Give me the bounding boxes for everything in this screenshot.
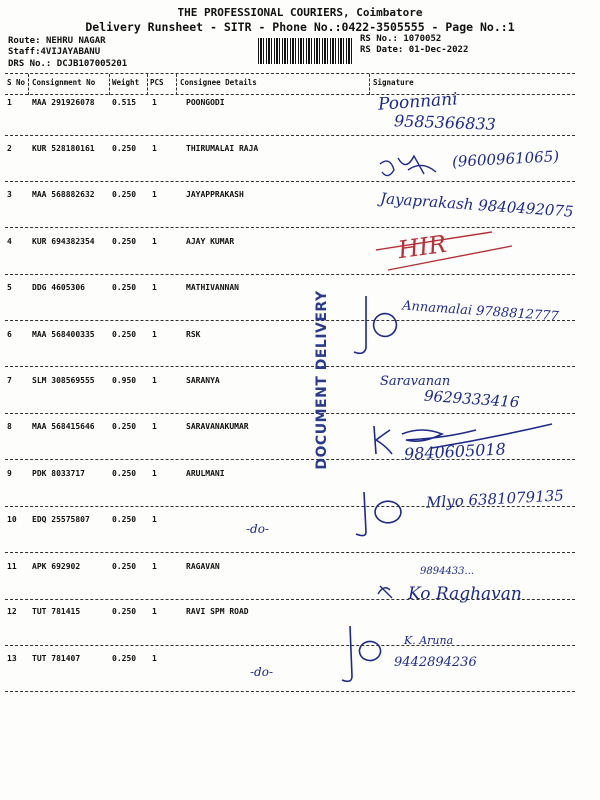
row-consignee: RAVI SPM ROAD [186, 607, 249, 616]
row-consignee: POONGODI [186, 98, 225, 107]
row-sno: 2 [7, 144, 12, 153]
row-weight: 0.250 [112, 190, 137, 199]
row-rule [5, 135, 575, 136]
row-sno: 8 [7, 422, 12, 431]
row-pcs: 1 [152, 422, 157, 431]
row-weight: 0.250 [112, 144, 137, 153]
row-weight: 0.950 [112, 376, 137, 385]
col-divider [147, 74, 148, 95]
row-sno: 11 [7, 562, 17, 571]
row-sno: 1 [7, 98, 12, 107]
row-consignment: MAA 568415646 [32, 422, 95, 431]
rs-no-value: 1070052 [403, 34, 442, 44]
runsheet-subtitle: Delivery Runsheet - SITR - Phone No.:0422-3505555 - Page No.:1 [85, 20, 515, 34]
row-pcs: 1 [152, 98, 157, 107]
row-pcs: 1 [152, 237, 157, 246]
row-weight: 0.250 [112, 283, 137, 292]
row-consignment: KUR 528180161 [32, 144, 95, 153]
row-sno: 4 [7, 237, 12, 246]
row-consignee: RSK [186, 330, 201, 339]
sig-row7-phone: 9629333416 [423, 386, 520, 412]
row-consignment: KUR 694382354 [32, 237, 95, 246]
drs-line: DRS No.: DCJB107005201 [8, 59, 128, 69]
route-line: Route: NEHRU NAGAR [8, 36, 106, 46]
sig-row2-scribble [376, 152, 456, 182]
col-consignee: Consignee Details [180, 78, 257, 87]
row-consignee: RAGAVAN [186, 562, 220, 571]
row-consignment: APK 692902 [32, 562, 81, 571]
company-title: THE PROFESSIONAL COURIERS, Coimbatore [177, 6, 423, 19]
rs-date-value: 01-Dec-2022 [408, 45, 469, 55]
row-consignee: SARANYA [186, 376, 220, 385]
sig-row11-phone: 9894433... [420, 566, 475, 577]
route-value: NEHRU NAGAR [45, 36, 106, 46]
sig-row8-phone: 9840605018 [403, 439, 507, 464]
row-consignment: TUT 781415 [32, 607, 81, 616]
row-rule [5, 320, 575, 321]
row-weight: 0.250 [112, 654, 137, 663]
sig-row4: HIR [396, 229, 449, 265]
row-consignment: TUT 781407 [32, 654, 81, 663]
row-weight: 0.250 [112, 607, 137, 616]
row-pcs: 1 [152, 330, 157, 339]
col-signature: Signature [373, 78, 414, 87]
row-consignee: THIRUMALAI RAJA [186, 144, 259, 153]
row-rule [5, 274, 575, 275]
row-rule [5, 645, 575, 646]
row-sno: 10 [7, 515, 17, 524]
row-sno: 6 [7, 330, 12, 339]
staff-value: 4VIJAYABANU [40, 47, 101, 57]
row-pcs: 1 [152, 515, 157, 524]
row-rule [5, 552, 575, 553]
row-consignee: AJAY KUMAR [186, 237, 235, 246]
sig-row7-name: Saravanan [380, 374, 451, 389]
row-sno: 9 [7, 469, 12, 478]
barcode [258, 38, 354, 64]
row-sno: 3 [7, 190, 12, 199]
col-weight: Weight [112, 78, 140, 87]
drs-value: DCJB107005201 [56, 59, 128, 69]
row-consignee: MATHIVANNAN [186, 283, 239, 292]
col-divider [109, 74, 110, 95]
sig-row4-strokes [372, 226, 522, 272]
row-consignment: SLM 308569555 [32, 376, 95, 385]
row-rule [5, 691, 575, 692]
rs-date-line: RS Date: 01-Dec-2022 [360, 45, 469, 55]
row-consignment: EDQ 25575807 [32, 515, 90, 524]
row-weight: 0.515 [112, 98, 137, 107]
sig-row11-name: Ko Raghavan [408, 584, 522, 604]
header-bottom-rule [5, 94, 575, 95]
row-rule [5, 366, 575, 367]
sig-row9: Mlyo 6381079135 [425, 486, 565, 512]
sig-row9-scribble [350, 486, 420, 540]
row-rule [5, 413, 575, 414]
sig-row3: Jayaprakash 9840492075 [379, 189, 575, 221]
row-pcs: 1 [152, 283, 157, 292]
sig-row13-phone: 9442894236 [394, 655, 477, 670]
row-rule [5, 181, 575, 182]
staff-line: Staff:4VIJAYABANU [8, 47, 101, 57]
rs-no-line: RS No.: 1070052 [360, 34, 442, 44]
row-consignment: PDK 8033717 [32, 469, 85, 478]
col-sno: S No [7, 78, 26, 87]
col-divider [369, 74, 370, 95]
row-consignee: SARAVANAKUMAR [186, 422, 249, 431]
row-weight: 0.250 [112, 237, 137, 246]
row-weight: 0.250 [112, 515, 137, 524]
sig-row2-phone: (9600961065) [451, 147, 560, 171]
row-consignment: DDG 4605306 [32, 283, 85, 292]
row-sno: 5 [7, 283, 12, 292]
header-top-rule [5, 73, 575, 74]
row-consignment: MAA 291926078 [32, 98, 95, 107]
row-sno: 7 [7, 376, 12, 385]
sig-row11-mark [374, 578, 404, 602]
sig-row1-name: Poonnani [377, 89, 459, 115]
row-pcs: 1 [152, 469, 157, 478]
row10-ditto: -do- [246, 522, 270, 536]
col-divider [28, 74, 29, 95]
row13-ditto: -do- [250, 665, 274, 679]
row-consignee: ARULMANI [186, 469, 225, 478]
sig-row13-scribble [338, 620, 394, 690]
row-weight: 0.250 [112, 469, 137, 478]
row-weight: 0.250 [112, 562, 137, 571]
row-pcs: 1 [152, 190, 157, 199]
col-divider [176, 74, 177, 95]
col-consignment: Consignment No [32, 78, 96, 87]
row-weight: 0.250 [112, 330, 137, 339]
row-pcs: 1 [152, 562, 157, 571]
row-sno: 13 [7, 654, 17, 663]
row-consignee: JAYAPPRAKASH [186, 190, 244, 199]
document-delivery-stamp: DOCUMENT DELIVERY [314, 290, 330, 470]
row-pcs: 1 [152, 654, 157, 663]
row-pcs: 1 [152, 376, 157, 385]
sig-row1-phone: 9585366833 [393, 111, 497, 134]
row-consignment: MAA 568882632 [32, 190, 95, 199]
row-pcs: 1 [152, 607, 157, 616]
row-pcs: 1 [152, 144, 157, 153]
row-weight: 0.250 [112, 422, 137, 431]
sig-row5: Annamalai 9788812777 [401, 298, 560, 325]
row-sno: 12 [7, 607, 17, 616]
row-consignment: MAA 568400335 [32, 330, 95, 339]
col-pcs: PCS [150, 78, 164, 87]
sig-row13-name: K. Aruna [404, 634, 454, 647]
